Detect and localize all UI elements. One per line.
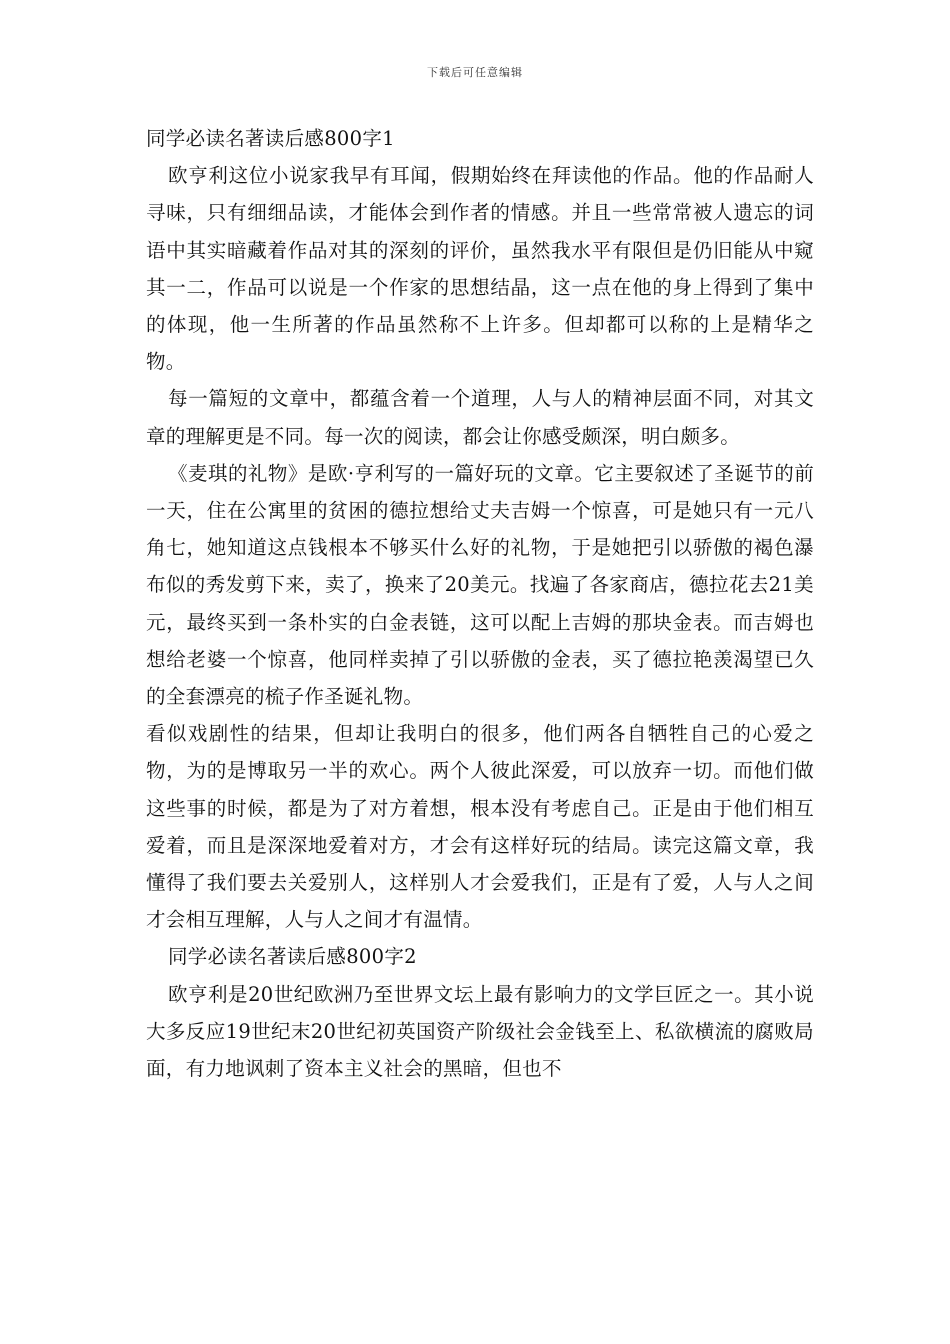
paragraph-3: 《麦琪的礼物》是欧·亨利写的一篇好玩的文章。它主要叙述了圣诞节的前一天，住在公寓里的贫困的德拉想给丈夫吉姆一个惊喜，可是她只有一元八角七，她知道这点钱根本不够买什么好的礼物，于是她把引以骄傲的褐色瀑布似的秀发剪下来，卖了，换来了20美元。找遍了各家商店，德拉花去21美元，最终买到一条朴实的白金表链，这可以配上吉姆的那块金表。而吉姆也想给老婆一个惊喜，他同样卖掉了引以骄傲的金表，买了德拉艳羡渴望已久的全套漂亮的梳子作圣诞礼物。 (146, 461, 814, 709)
paragraph-1: 欧亨利这位小说家我早有耳闻，假期始终在拜读他的作品。他的作品耐人寻味，只有细细品读，才能体会到作者的情感。并且一些常常被人遗忘的词语中其实暗藏着作品对其的深刻的评价，虽然我水平有限但是仍旧能从中窥其一二，作品可以说是一个作家的思想结晶，这一点在他的身上得到了集中的体现，他一生所著的作品虽然称不上许多。但却都可以称的上是精华之物。 (146, 164, 814, 374)
essay-title-2: 同学必读名著读后感800字2 (168, 945, 417, 969)
essay-title-1: 同学必读名著读后感800字1 (146, 127, 395, 150)
paragraph-5: 欧亨利是20世纪欧洲乃至世界文坛上最有影响力的文学巨匠之一。其小说大多反应19世纪末20世纪初英国资产阶级社会金钱至上、私欲横流的腐败局面，有力地讽刺了资本主义社会的黑暗，但也不 (146, 982, 814, 1081)
header-note: 下载后可任意编辑 (427, 66, 523, 79)
paragraph-4: 看似戏剧性的结果，但却让我明白的很多，他们两各自牺牲自己的心爱之物，为的是博取另一半的欢心。两个人彼此深爱，可以放弃一切。而他们做这些事的时候，都是为了对方着想，根本没有考虑自己。正是由于他们相互爱着，而且是深深地爱着对方，才会有这样好玩的结局。读完这篇文章，我懂得了我们要去关爱别人，这样别人才会爱我们，正是有了爱，人与人之间才会相互理解，人与人之间才有温情。 (146, 722, 814, 932)
document-body (146, 120, 814, 1087)
paragraph-2: 每一篇短的文章中，都蕴含着一个道理，人与人的精神层面不同，对其文章的理解更是不同。每一次的阅读，都会让你感受颇深，明白颇多。 (146, 387, 814, 448)
